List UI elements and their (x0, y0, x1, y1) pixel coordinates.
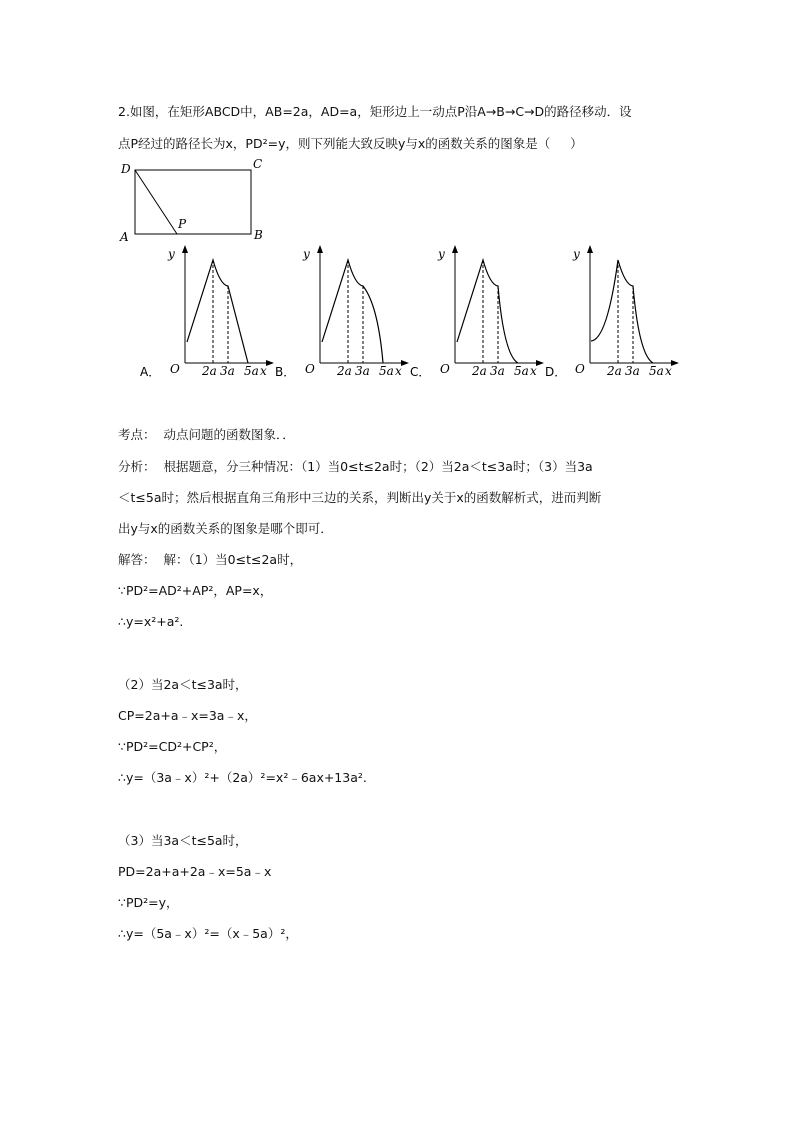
axis-y-label: y (438, 247, 445, 261)
step3-c: ∴y=（5a﹣x）²=（x﹣5a）²， (118, 926, 298, 941)
fenxi-line-1: 分析： 根据题意，分三种情况：（1）当0≤t≤2a时；（2）当2a＜t≤3a时；（3）当3a (118, 459, 593, 474)
origin-label: O (305, 362, 315, 376)
kaodian-text: 动点问题的函数图象．． (163, 427, 295, 442)
label-B: B (254, 228, 263, 242)
tick-2a: 2a (472, 364, 487, 378)
axis-x-label: x (395, 364, 402, 378)
tick-5a: 5a (244, 364, 259, 378)
origin-label: O (575, 362, 585, 376)
fenxi-line-3: 出y与x的函数关系的图象是哪个即可． (118, 521, 333, 536)
kaodian-label: 考点： (118, 427, 156, 442)
jieda-line: 解答： 解：（1）当0≤t≤2a时， (118, 552, 303, 567)
tick-3a: 3a (490, 364, 505, 378)
graph-c (410, 245, 560, 380)
origin-label: O (440, 362, 450, 376)
graph-d (545, 245, 695, 380)
rectangle-figure (115, 155, 275, 245)
axis-y-label: y (573, 247, 580, 261)
axis-y-label: y (168, 247, 175, 261)
axis-x-label: x (665, 364, 672, 378)
origin-label: O (170, 362, 180, 376)
option-d-label: D． (545, 365, 567, 379)
tick-2a: 2a (607, 364, 622, 378)
option-c-label: C． (410, 365, 431, 379)
tick-2a: 2a (202, 364, 217, 378)
tick-3a: 3a (625, 364, 640, 378)
option-a-label: A． (140, 365, 161, 379)
tick-3a: 3a (220, 364, 235, 378)
step1-a: ∵PD²=AD²+AP²，AP=x， (118, 583, 273, 598)
tick-5a: 5a (379, 364, 394, 378)
tick-5a: 5a (514, 364, 529, 378)
problem-line-2: 点P经过的路径长为x，PD²=y，则下列能大致反映y与x的函数关系的图象是（ ） (118, 136, 583, 151)
axis-y-label: y (303, 247, 310, 261)
step2-a: CP=2a+a﹣x=3a﹣x， (118, 708, 257, 723)
label-D: D (121, 162, 131, 176)
graph-a (140, 245, 290, 380)
tick-3a: 3a (355, 364, 370, 378)
label-C: C (253, 157, 263, 171)
step3-header: （3）当3a＜t≤5a时， (118, 833, 248, 848)
fenxi-line-2: ＜t≤5a时；然后根据直角三角形中三边的关系，判断出y关于x的函数解析式，进而判断 (118, 490, 602, 505)
step1-b: ∴y=x²+a². (118, 614, 184, 629)
graph-b (275, 245, 425, 380)
label-A: A (120, 230, 129, 244)
step3-a: PD=2a+a+2a﹣x=5a﹣x (118, 864, 272, 879)
axis-x-label: x (260, 364, 267, 378)
label-P: P (178, 217, 187, 231)
tick-5a: 5a (649, 364, 664, 378)
option-b-label: B． (275, 365, 296, 379)
tick-2a: 2a (337, 364, 352, 378)
step2-b: ∵PD²=CD²+CP²， (118, 739, 227, 754)
step3-b: ∵PD²=y， (118, 895, 179, 910)
problem-line-1: 2.如图，在矩形ABCD中，AB=2a，AD=a，矩形边上一动点P沿A→B→C→D的路径移动．设 (118, 104, 632, 119)
step2-header: （2）当2a＜t≤3a时， (118, 677, 248, 692)
step2-c: ∴y=（3a﹣x）²+（2a）²=x²﹣6ax+13a². (118, 770, 367, 785)
axis-x-label: x (530, 364, 537, 378)
kaodian (118, 427, 295, 443)
